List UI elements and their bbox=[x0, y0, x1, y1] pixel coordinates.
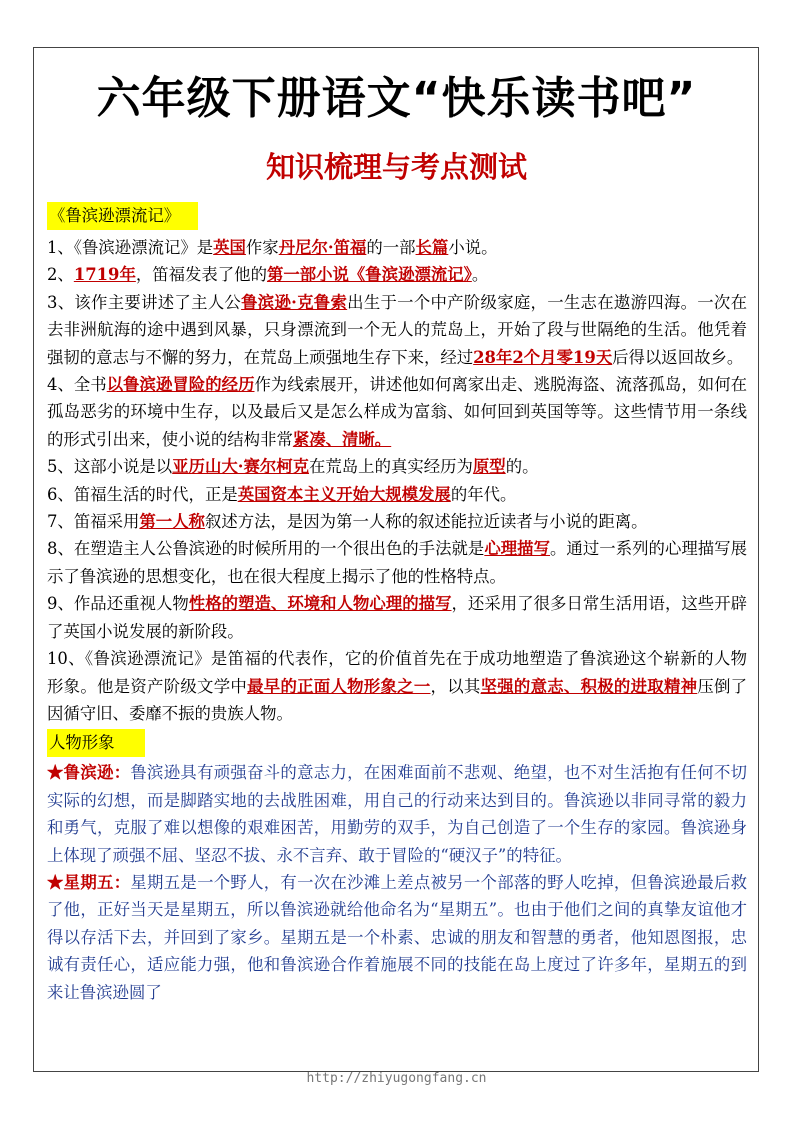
character-name: ★鲁滨逊： bbox=[47, 763, 131, 783]
page-title: 六年级下册语文“快乐读书吧” bbox=[96, 73, 697, 124]
section-label-book: 《鲁滨逊漂流记》 bbox=[47, 202, 198, 230]
list-item: 1、《鲁滨逊漂流记》是英国作家丹尼尔·笛福的一部长篇小说。 bbox=[47, 238, 498, 257]
list-item: 3、该作主要讲述了主人公鲁滨逊·克鲁索出生于一个中产阶级家庭，一生志在遨游四海。一次在去非洲航海的途中遇到风暴，只身漂流到一个无人的荒岛上，开始了段与世隔绝的生活。他凭着强韧的意志与不懈的努力，在荒岛上顽强地生存下来，经过28年2个月零19天后得以返回故乡。 bbox=[47, 292, 747, 367]
page-subtitle: 知识梳理与考点测试 bbox=[265, 150, 527, 184]
list-item: 7、笛福采用第一人称叙述方法，是因为第一人称的叙述能拉近读者与小说的距离。 bbox=[47, 512, 648, 532]
footer-url: http://zhiyugongfang.cn bbox=[306, 1071, 487, 1086]
character-name: ★星期五： bbox=[47, 872, 131, 892]
list-item: 6、笛福生活的时代，正是英国资本主义开始大规模发展的年代。 bbox=[47, 484, 517, 504]
list-item: 5、这部小说是以亚历山大·赛尔柯克在荒岛上的真实经历为原型的。 bbox=[47, 457, 539, 477]
character-friday: ★星期五：星期五是一个野人，有一次在沙滩上差点被另一个部落的野人吃掉，但鲁滨逊最后救了他，正好当天是星期五，所以鲁滨逊就给他命名为“星期五”。也由于他们之间的真挚友谊他才得以存活下去，并回到了家乡。星期五是一个朴素、忠诚的朋友和智慧的勇者，他知恩图报，忠诚有责任心，适应能力强，他和鲁滨逊合作着施展不同的技能在岛上度过了许多年，星期五的到来让鲁滨逊圆了 bbox=[47, 872, 748, 1002]
list-item: 8、在塑造主人公鲁滨逊的时候所用的一个很出色的手法就是心理描写。通过一系列的心理描写展示了鲁滨逊的思想变化，也在很大程度上揭示了他的性格特点。 bbox=[47, 539, 748, 586]
list-item: 4、全书以鲁滨逊冒险的经历作为线索展开，讲述他如何离家出走、逃脱海盗、流落孤岛，如何在孤岛恶劣的环境中生存，以及最后又是怎么样成为富翁、如何回到英国等等。这些情节用一条线的形式引出来，使小说的结构非常紧凑、清晰。 bbox=[47, 375, 747, 449]
character-robinson: ★鲁滨逊：鲁滨逊具有顽强奋斗的意志力，在困难面前不悲观、绝望，也不对生活抱有任何不切实际的幻想，而是脚踏实地的去战胜困难，用自己的行动来达到目的。鲁滨逊以非同寻常的毅力和勇气，克服了难以想像的艰难困苦，用勤劳的双手，为自己创造了一个生存的家园。鲁滨逊身上体现了顽强不屈、坚忍不拔、永不言弃、敢于冒险的“硬汉子”的特征。 bbox=[47, 763, 748, 865]
section-label-characters: 人物形象 bbox=[47, 729, 145, 757]
document-body bbox=[47, 202, 747, 1006]
list-item: 9、作品还重视人物性格的塑造、环境和人物心理的描写，还采用了很多日常生活用语，这些开辟了英国小说发展的新阶段。 bbox=[47, 594, 748, 641]
list-item: 10、《鲁滨逊漂流记》是笛福的代表作，它的价值首先在于成功地塑造了鲁滨逊这个崭新的人物形象。他是资产阶级文学中最早的正面人物形象之一，以其坚强的意志、积极的进取精神压倒了因循守旧、委靡不振的贵族人物。 bbox=[47, 649, 748, 723]
list-item: 2、1719年，笛福发表了他的第一部小说《鲁滨逊漂流记》。 bbox=[47, 265, 489, 285]
